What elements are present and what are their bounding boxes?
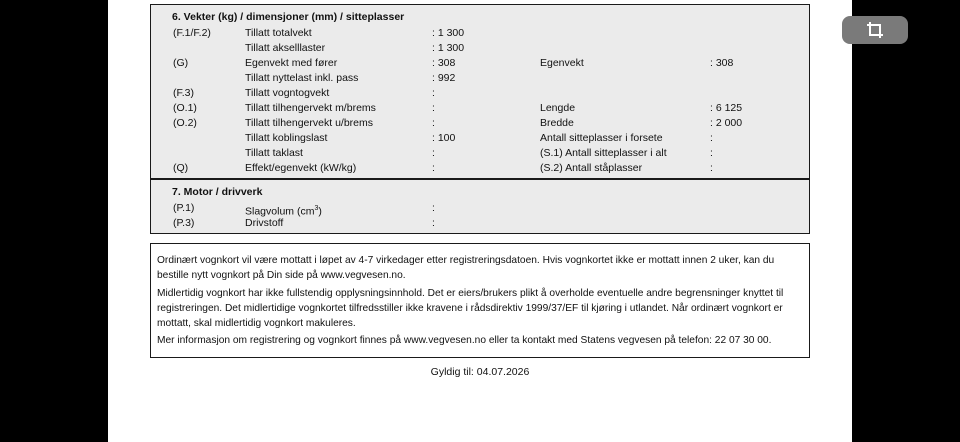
row-label-right: (S.1) Antall sitteplasser i alt bbox=[540, 147, 667, 159]
row-code: (F.1/F.2) bbox=[173, 27, 211, 39]
row-value-right: : bbox=[710, 162, 713, 174]
row-label: Slagvolum $(cm^3)$ bbox=[245, 205, 322, 218]
valid-until: Gyldig til: 04.07.2026 bbox=[430, 366, 530, 378]
row-value-right: : 6 125 bbox=[710, 102, 743, 114]
row-label: Tillatt akselllaster bbox=[245, 42, 326, 54]
row-label: Tillatt tilhengervekt m/brems bbox=[245, 102, 376, 114]
row-label-right: Lengde bbox=[540, 102, 576, 114]
section-motor bbox=[150, 179, 810, 234]
section-title: 6. Vekter (kg) / dimensjoner (mm) / sitteplasser bbox=[172, 11, 405, 23]
row-label: Drivstoff bbox=[245, 217, 284, 229]
info-paragraph: Midlertidig vognkort har ikke fullstendig opplysningsinnhold. Det er eiers/brukers plikt å overholde eventuelle andre begrensninger knyttet til registreringen. Det midlertidige vognkortet tilfredsstiller ikke kravene i rådsdirektiv 1999/37/EF til kjøring i utlandet. Når ordinært vognkort er mottatt, skal midlertidig vognkort makuleres. bbox=[157, 288, 784, 329]
row-label: Tillatt tilhengervekt u/brems bbox=[245, 117, 373, 129]
row-value: : 100 bbox=[432, 132, 456, 144]
row-code: (O.1) bbox=[173, 102, 197, 114]
row-code: (G) bbox=[173, 57, 189, 69]
row-value-right: : 308 bbox=[710, 57, 734, 69]
row-label-right: (S.2) Antall ståplasser bbox=[540, 162, 643, 174]
row-label-right: Antall sitteplasser i forsete bbox=[540, 132, 663, 144]
row-value-right: : 2 000 bbox=[710, 117, 743, 129]
row-label: Tillatt totalvekt bbox=[245, 27, 312, 39]
row-code: (P.1) bbox=[173, 202, 195, 214]
row-code: (F.3) bbox=[173, 87, 194, 99]
row-value: : bbox=[432, 202, 435, 214]
crop-icon bbox=[866, 21, 884, 39]
row-value: : bbox=[432, 87, 435, 99]
row-value: : bbox=[432, 102, 435, 114]
document-page bbox=[108, 0, 852, 442]
info-paragraph: Ordinært vognkort vil være mottatt i løpet av 4-7 virkedager etter registreringsdatoen. Hvis vognkortet ikke er mottatt innen 2 uker, kan du bestille nytt vognkort på Din side på www.vegvesen.no. bbox=[157, 255, 775, 281]
row-value: : 308 bbox=[432, 57, 456, 69]
row-label-right: Bredde bbox=[540, 117, 574, 129]
row-value: : 992 bbox=[432, 72, 456, 84]
row-value: : 1 300 bbox=[432, 42, 465, 54]
section-weights-dimensions bbox=[150, 4, 810, 179]
row-label: Effekt/egenvekt (kW/kg) bbox=[245, 162, 357, 174]
info-paragraph: Mer informasjon om registrering og vognkort finnes på www.vegvesen.no eller ta kontakt med Statens vegvesen på telefon: 22 07 30 00. bbox=[157, 335, 772, 346]
row-code: (Q) bbox=[173, 162, 189, 174]
row-code: (P.3) bbox=[173, 217, 195, 229]
row-value: : bbox=[432, 162, 435, 174]
row-value: : bbox=[432, 217, 435, 229]
crop-button[interactable] bbox=[842, 16, 908, 44]
row-label: Tillatt nyttelast inkl. pass bbox=[245, 72, 359, 84]
row-value-right: : bbox=[710, 132, 713, 144]
row-value: : bbox=[432, 147, 435, 159]
row-code: (O.2) bbox=[173, 117, 197, 129]
row-value: : 1 300 bbox=[432, 27, 465, 39]
row-value-right: : bbox=[710, 147, 713, 159]
section-title: 7. Motor / drivverk bbox=[172, 186, 263, 198]
row-label: Egenvekt med fører bbox=[245, 57, 338, 69]
row-label: Tillatt koblingslast bbox=[245, 132, 328, 144]
row-label: Tillatt vogntogvekt bbox=[245, 87, 330, 99]
row-label-right: Egenvekt bbox=[540, 57, 584, 69]
row-label: Tillatt taklast bbox=[245, 147, 303, 159]
row-value: : bbox=[432, 117, 435, 129]
info-box bbox=[150, 243, 810, 358]
